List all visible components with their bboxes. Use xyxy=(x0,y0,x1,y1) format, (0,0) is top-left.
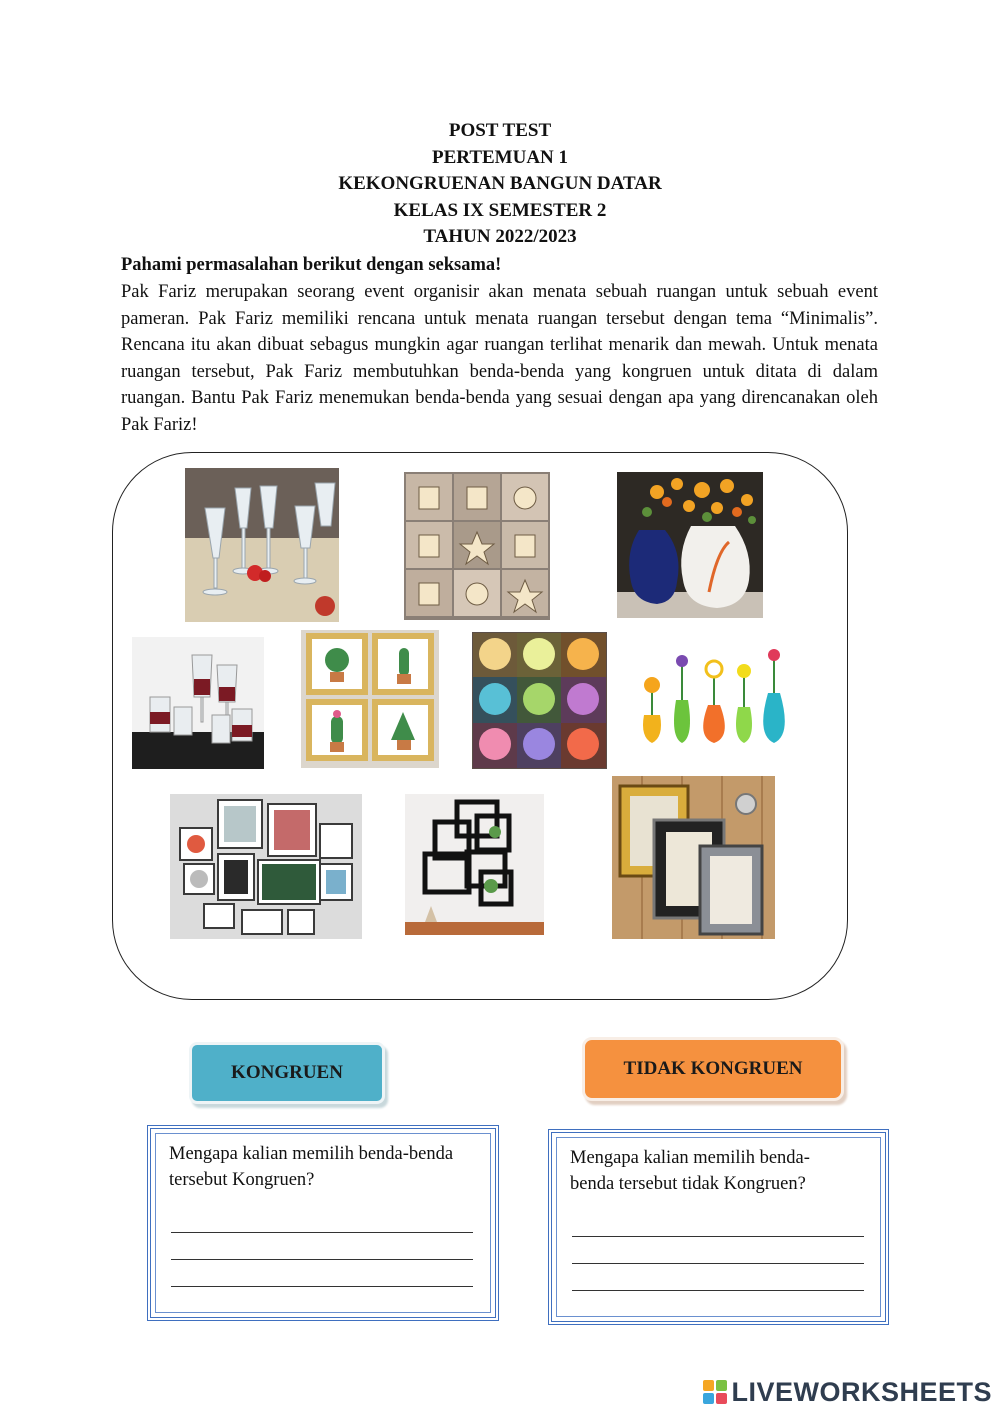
tidak-kongruen-question-box xyxy=(548,1129,889,1325)
answer-line[interactable] xyxy=(171,1259,473,1260)
title-topic: KEKONGRUENAN BANGUN DATAR xyxy=(338,173,662,195)
answer-line[interactable] xyxy=(171,1232,473,1233)
ornate-frames-image[interactable] xyxy=(612,776,775,939)
liveworksheets-logo xyxy=(703,1376,992,1408)
kongruen-category-button[interactable]: KONGRUEN xyxy=(189,1042,385,1104)
brand-name: LIVEWORKSHEETS xyxy=(731,1376,992,1407)
answer-line[interactable] xyxy=(572,1263,864,1264)
problem-paragraph: Pak Fariz merupakan seorang event organisir akan menata sebuah ruangan untuk sebuah event pameran. Pak Fariz memiliki rencana untuk menata ruangan tersebut dengan tema “Minimalis”. Rencana itu akan dibuat sebagus mungkin agar ruangan terlihat menarik dan mewah. Untuk menata ruangan tersebut, Pak Fariz membutuhkan benda-benda yang kongruen untuk ditata di dalam ruangan. Bantu Pak Fariz menemukan benda-benda yang sesuai dengan apa yang direncanakan oleh Pak Fariz! xyxy=(121,282,878,435)
title-class: KELAS IX SEMESTER 2 xyxy=(393,199,607,221)
flower-vases-image[interactable] xyxy=(617,472,763,618)
tidak-kongruen-question-text: Mengapa kalian memilih benda-benda tersebut tidak Kongruen? xyxy=(570,1148,810,1194)
liveworksheets-logo-icon xyxy=(703,1380,727,1404)
title-meeting: PERTEMUAN 1 xyxy=(431,146,569,168)
ceiling-lamps-image[interactable] xyxy=(404,472,550,620)
tidak-kongruen-category-button[interactable]: TIDAK KONGRUEN xyxy=(582,1037,844,1101)
shelf-frames-image[interactable] xyxy=(405,794,544,935)
title-year: TAHUN 2022/2023 xyxy=(423,226,577,248)
cactus-frames-image[interactable] xyxy=(301,630,439,768)
title-block xyxy=(0,118,1000,251)
crystal-glasses-image[interactable] xyxy=(185,468,339,622)
instruction-text: Pahami permasalahan berikut dengan seksama! xyxy=(121,255,502,275)
kongruen-question-box xyxy=(147,1125,499,1321)
gallery-wall-image[interactable] xyxy=(170,794,362,939)
kongruen-question-text: Mengapa kalian memilih benda-benda tersebut Kongruen? xyxy=(169,1144,454,1190)
wine-glasses-image[interactable] xyxy=(132,637,264,769)
title-post-test: POST TEST xyxy=(448,120,552,141)
answer-line[interactable] xyxy=(572,1236,864,1237)
answer-line[interactable] xyxy=(171,1286,473,1287)
bud-vases-image[interactable] xyxy=(636,645,798,747)
answer-line[interactable] xyxy=(572,1290,864,1291)
ball-lamps-image[interactable] xyxy=(472,632,607,769)
